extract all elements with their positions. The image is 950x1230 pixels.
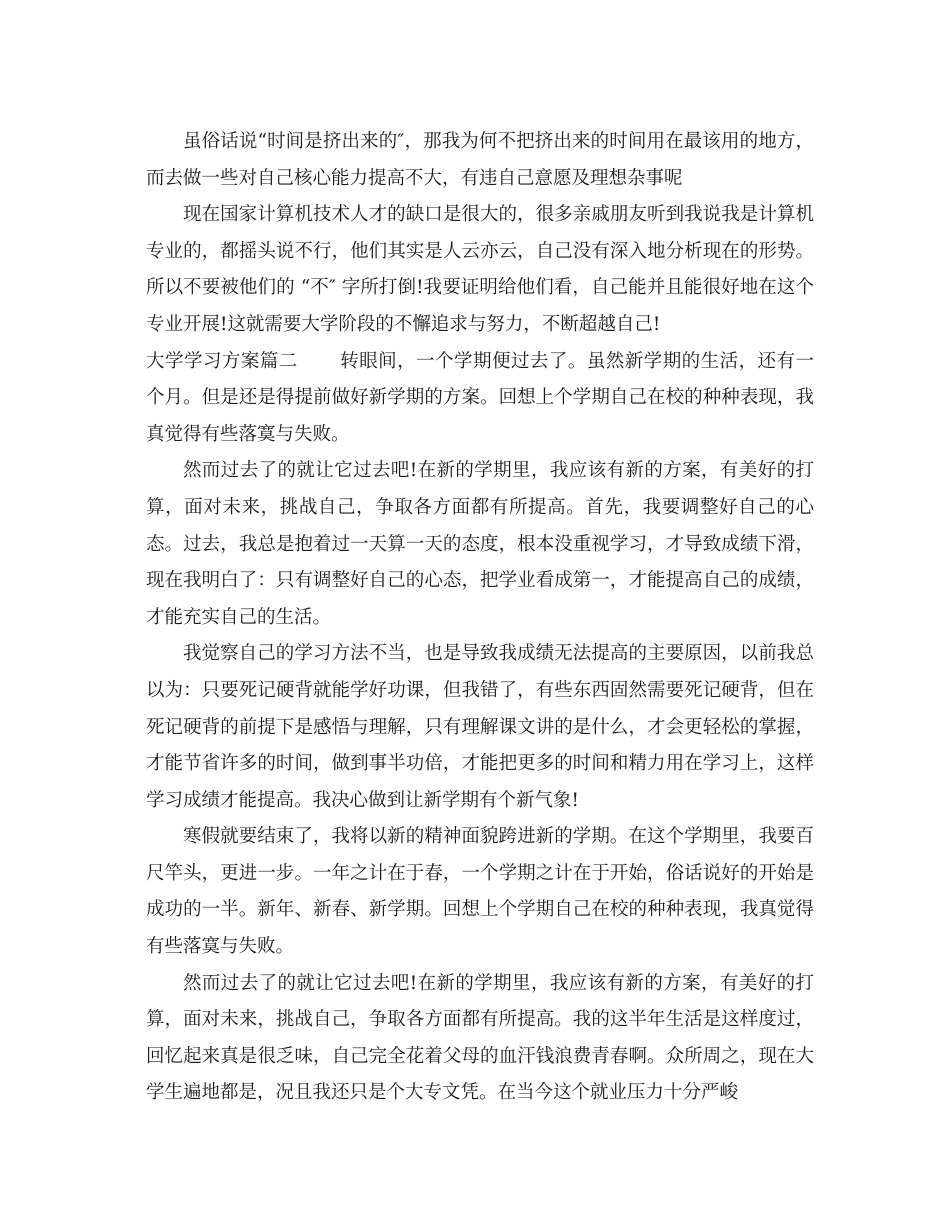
paragraph-6: 寒假就要结束了，我将以新的精神面貌跨进新的学期。在这个学期里，我要百尺竿头，更进一步。一年之计在于春，一个学期之计在于开始，俗话说好的开始是成功的一半。新年、新春、新学期。回想上个学期自己在校的种种表现，我真觉得有些落寞与失败。 xyxy=(146,826,814,958)
paragraph-1: 虽俗话说“时间是挤出来的″，那我为何不把挤出来的时间用在最该用的地方，而去做一些对自己核心能力提高不大，有违自己意愿及理想杂事呢 xyxy=(146,131,814,189)
paragraph-4: 然而过去了的就让它过去吧!在新的学期里，我应该有新的方案，有美好的打算，面对未来，挑战自己，争取各方面都有所提高。首先，我要调整好自己的心态。过去，我总是抱着过一天算一天的态度，根本没重视学习，才导致成绩下滑，现在我明白了：只有调整好自己的心态，把学业看成第一，才能提高自己的成绩，才能充实自己的生活。 xyxy=(146,460,814,628)
paragraph-5: 我觉察自己的学习方法不当，也是导致我成绩无法提高的主要原因，以前我总以为：只要死记硬背就能学好功课，但我错了，有些东西固然需要死记硬背，但在死记硬背的前提下是感悟与理解，只有理解课文讲的是什么，才会更轻松的掌握，才能节省许多的时间，做到事半功倍，才能把更多的时间和精力用在学习上，这样学习成绩才能提高。我决心做到让新学期有个新气象! xyxy=(146,643,814,811)
section-heading: 大学学习方案篇二 xyxy=(146,350,298,372)
paragraph-3 xyxy=(146,344,814,454)
paragraph-3-text: 转眼间，一个学期便过去了。虽然新学期的生活，还有一个月。但是还是得提前做好新学期的方案。回想上个学期自己在校的种种表现，我真觉得有些落寞与失败。 xyxy=(146,350,814,445)
document-body xyxy=(146,124,814,1112)
paragraph-2: 现在国家计算机技术人才的缺口是很大的，很多亲戚朋友听到我说我是计算机专业的，都摇头说不行，他们其实是人云亦云，自己没有深入地分析现在的形势。所以不要被他们的 “不″ 字所打倒!我要证明给他们看，自己能并且能很好地在这个专业开展!这就需要大学阶段的不懈追求与努力，不断超越自己! xyxy=(146,204,814,335)
paragraph-7: 然而过去了的就让它过去吧!在新的学期里，我应该有新的方案，有美好的打算，面对未来，挑战自己，争取各方面都有所提高。我的这半年生活是这样度过，回忆起来真是很乏味，自己完全花着父母的血汗钱浪费青春啊。众所周之，现在大学生遍地都是，况且我还只是个大专文凭。在当今这个就业压力十分严峻 xyxy=(146,972,814,1104)
